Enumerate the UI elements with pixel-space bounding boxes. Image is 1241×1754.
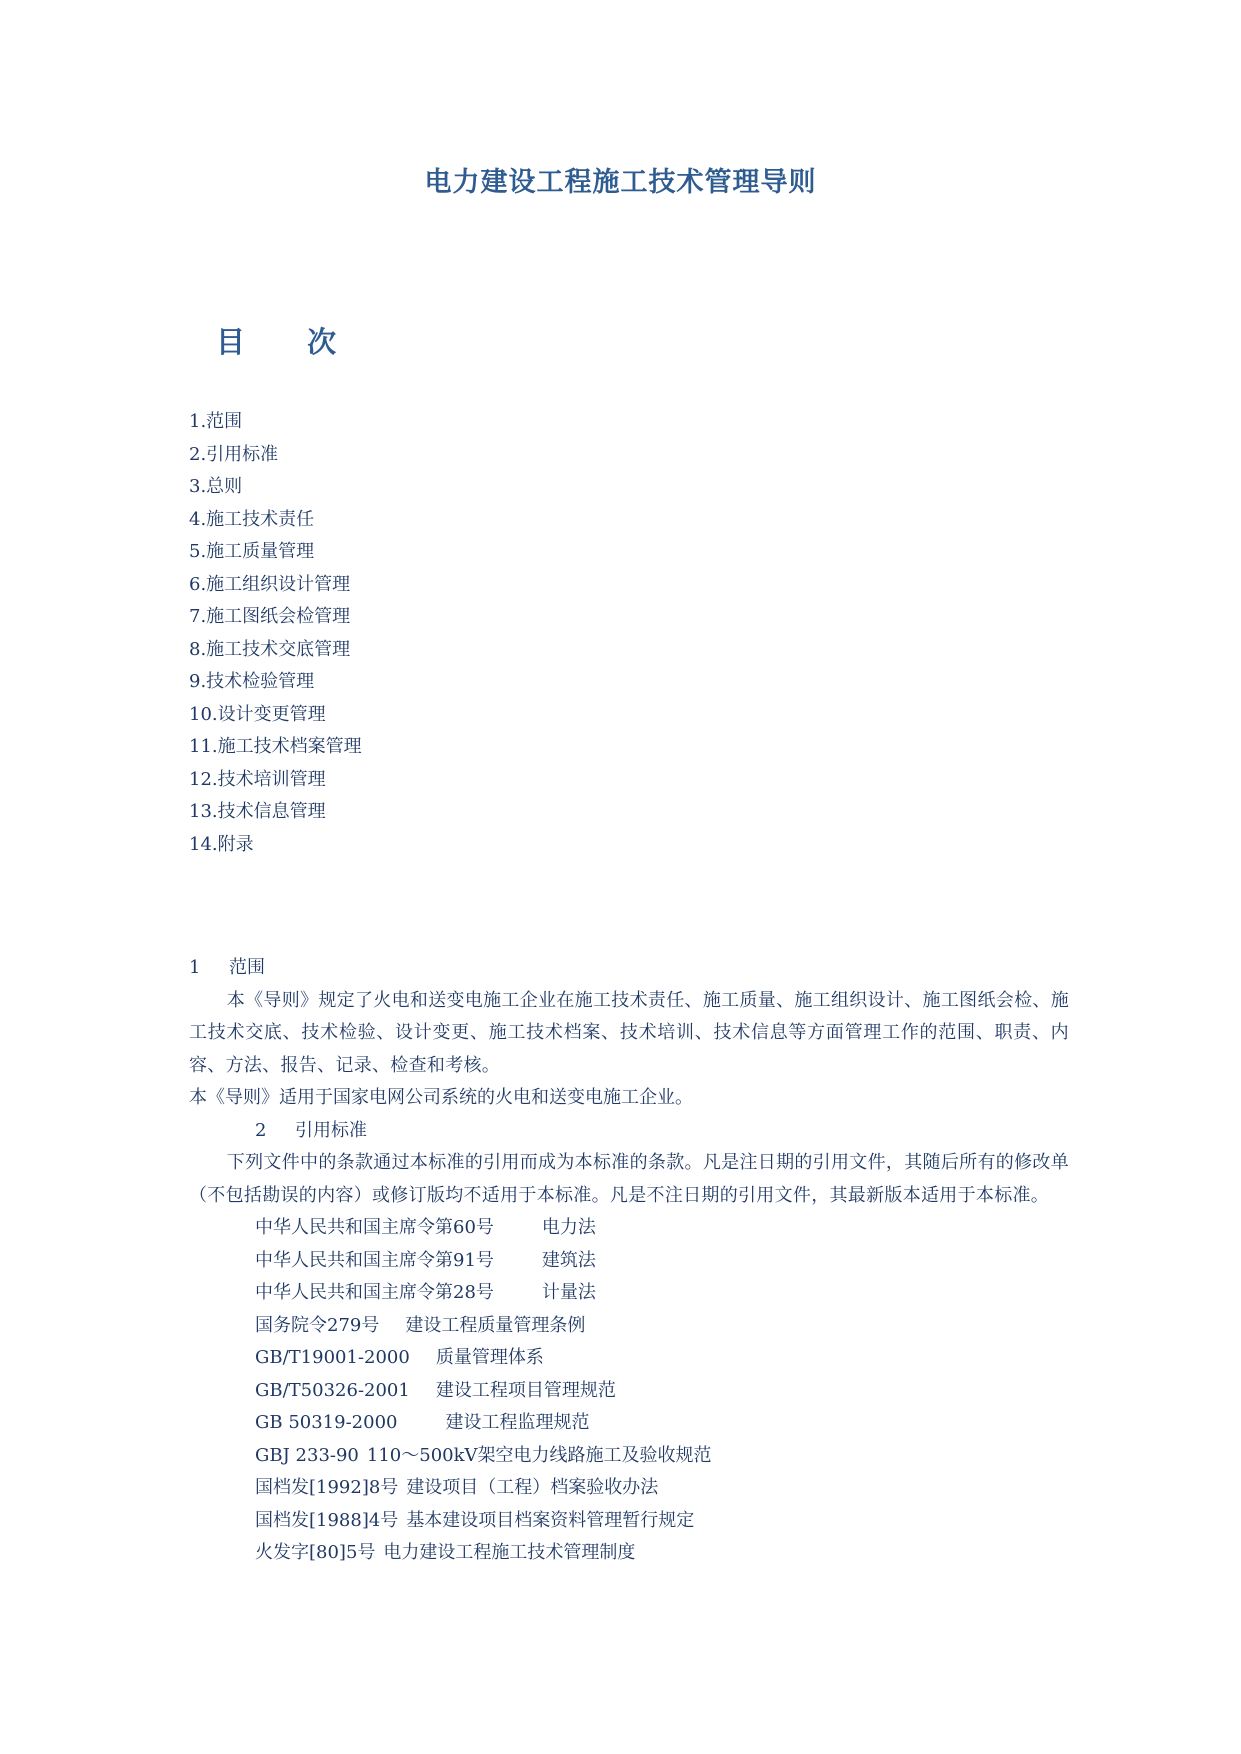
reference-item [189,1440,1069,1473]
reference-name: 基本建设项目档案资料管理暂行规定 [406,1509,695,1531]
section-title: 范围 [229,957,265,978]
reference-item [189,1310,1069,1343]
toc-item-10[interactable]: 10.设计变更管理 [189,703,326,725]
reference-code: 中华人民共和国主席令第60号 [255,1217,494,1238]
document-title: 电力建设工程施工技术管理导则 [424,167,817,198]
section-title: 引用标准 [295,1119,367,1141]
section-1-heading [189,952,1069,985]
toc-item-6[interactable]: 6.施工组织设计管理 [189,573,351,595]
toc-item-1[interactable]: 1.范围 [189,411,243,432]
reference-name: 电力法 [541,1217,596,1238]
section-2-paragraph: 下列文件中的条款通过本标准的引用而成为本标准的条款。凡是注日期的引用文件，其随后所有的修改单（不包括勘误的内容）或修订版均不适用于本标准。凡是不注日期的引用文件，其最新版本适用于本标准。 [189,1152,1069,1206]
table-of-contents [189,406,362,861]
reference-item [189,1277,1069,1310]
reference-code: GBJ 233-90 [255,1444,359,1466]
section-number: 1 [189,957,201,978]
reference-item [189,1537,1069,1570]
toc-item-2[interactable]: 2.引用标准 [189,443,279,465]
reference-code: 国档发[1992]8号 [255,1477,399,1498]
reference-item [189,1342,1069,1375]
reference-code: 中华人民共和国主席令第28号 [255,1282,494,1303]
reference-item [189,1375,1069,1408]
toc-heading: 目 次 [216,325,363,359]
toc-item-12[interactable]: 12.技术培训管理 [189,768,326,790]
reference-code: GB/T50326-2001 [255,1379,410,1401]
reference-name: 电力建设工程施工技术管理制度 [383,1542,636,1563]
reference-item [189,1505,1069,1538]
toc-item-13[interactable]: 13.技术信息管理 [189,801,326,822]
toc-item-5[interactable]: 5.施工质量管理 [189,541,315,562]
reference-item [189,1212,1069,1245]
toc-item-4[interactable]: 4.施工技术责任 [189,508,315,530]
section-1-applicability: 本《导则》适用于国家电网公司系统的火电和送变电施工企业。 [189,1087,693,1108]
section-2-heading [189,1115,1069,1148]
reference-item [189,1407,1069,1440]
document-body [189,952,1069,1570]
reference-item [189,1472,1069,1505]
reference-code: 火发字[80]5号 [255,1542,376,1563]
toc-item-3[interactable]: 3.总则 [189,476,243,497]
reference-code: 中华人民共和国主席令第91号 [255,1249,494,1271]
toc-item-14[interactable]: 14.附录 [189,833,254,855]
reference-name: 计量法 [541,1282,596,1303]
reference-name: 建设工程项目管理规范 [435,1379,616,1401]
section-1-paragraph: 本《导则》规定了火电和送变电施工企业在施工技术责任、施工质量、施工组织设计、施工图纸会检、施工技术交底、技术检验、设计变更、施工技术档案、技术培训、技术信息等方面管理工作的范围、职责、内容、方法、报告、记录、检查和考核。 [189,989,1069,1076]
section-number: 2 [255,1119,267,1141]
toc-item-7[interactable]: 7.施工图纸会检管理 [189,606,351,627]
reference-code: GB/T19001-2000 [255,1347,410,1368]
reference-name: 建设工程质量管理条例 [405,1314,586,1336]
reference-name: 建筑法 [541,1249,596,1271]
reference-code: GB 50319-2000 [255,1412,398,1433]
reference-name: 建设项目（工程）档案验收办法 [406,1477,659,1498]
reference-name: 建设工程监理规范 [445,1412,590,1433]
reference-code: 国档发[1988]4号 [255,1509,399,1531]
toc-item-8[interactable]: 8.施工技术交底管理 [189,638,351,660]
toc-item-9[interactable]: 9.技术检验管理 [189,671,315,692]
reference-code: 国务院令279号 [255,1314,380,1336]
reference-item [189,1245,1069,1278]
reference-name: 质量管理体系 [435,1347,544,1368]
toc-item-11[interactable]: 11.施工技术档案管理 [189,736,362,757]
reference-name: 110～500kV架空电力线路施工及验收规范 [366,1444,712,1466]
